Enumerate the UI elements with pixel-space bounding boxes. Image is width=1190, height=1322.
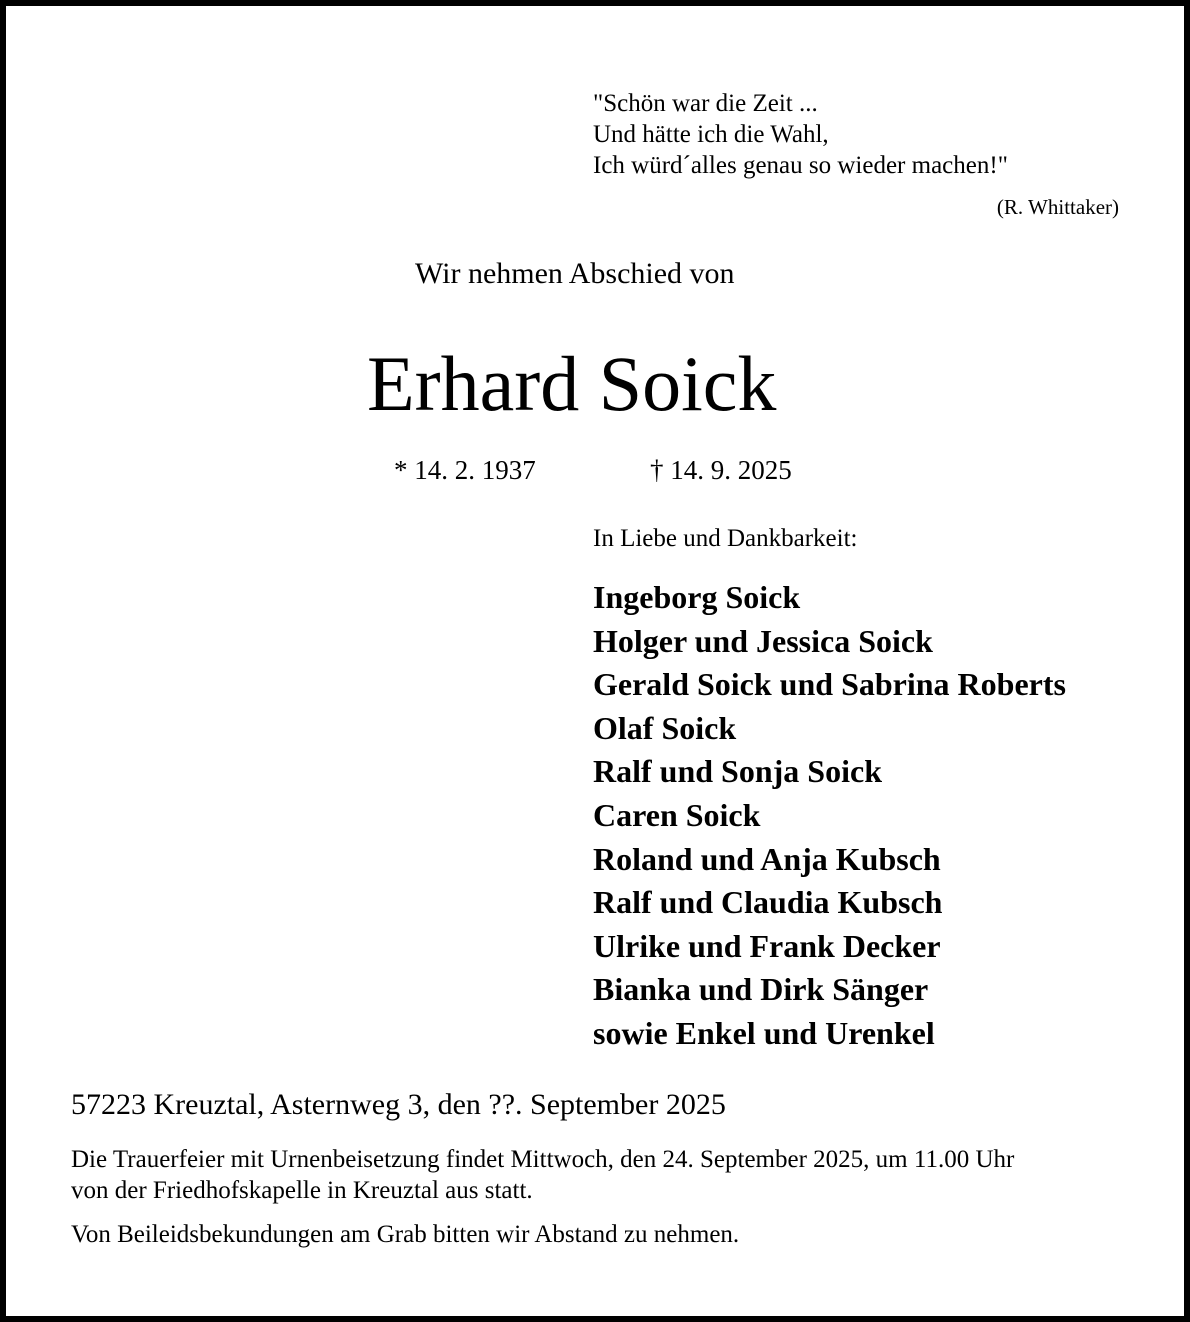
mourner-item: Caren Soick [593, 796, 761, 833]
ceremony-info [71, 1144, 1014, 1206]
quote-line: "Schön war die Zeit ... [593, 90, 818, 117]
mourner-item: sowie Enkel und Urenkel [593, 1014, 935, 1051]
mourner-item: Ralf und Claudia Kubsch [593, 884, 943, 921]
intro-text: Wir nehmen Abschied von [415, 257, 735, 290]
deceased-name: Erhard Soick [367, 340, 777, 427]
death-date: † 14. 9. 2025 [650, 455, 792, 485]
thanks-text: In Liebe und Dankbarkeit: [593, 525, 858, 552]
mourner-item: Ulrike und Frank Decker [593, 927, 941, 964]
mourner-item: Holger und Jessica Soick [593, 622, 933, 659]
mourner-item: Ralf und Sonja Soick [593, 753, 882, 790]
mourner-item: Roland und Anja Kubsch [593, 840, 941, 877]
mourner-item: Bianka und Dirk Sänger [593, 971, 929, 1008]
mourners-list [593, 576, 1066, 1056]
mourner-item: Gerald Soick und Sabrina Roberts [593, 666, 1066, 703]
place-date: 57223 Kreuztal, Asternweg 3, den ??. September 2025 [71, 1088, 726, 1121]
quote-line: Ich würd´alles genau so wieder machen!" [593, 152, 1008, 179]
quote-author: (R. Whittaker) [996, 195, 1119, 219]
quote [593, 88, 1008, 181]
ceremony-line: von der Friedhofskapelle in Kreuztal aus statt. [71, 1177, 533, 1204]
ceremony-line: Die Trauerfeier mit Urnenbeisetzung findet Mittwoch, den 24. September 2025, um 11.00 Uhr [71, 1146, 1015, 1173]
birth-date: * 14. 2. 1937 [394, 455, 536, 485]
mourner-item: Olaf Soick [593, 709, 737, 746]
condolence-note: Von Beileidsbekundungen am Grab bitten wir Abstand zu nehmen. [71, 1221, 740, 1248]
mourner-item: Ingeborg Soick [593, 579, 801, 615]
quote-line: Und hätte ich die Wahl, [593, 121, 829, 148]
